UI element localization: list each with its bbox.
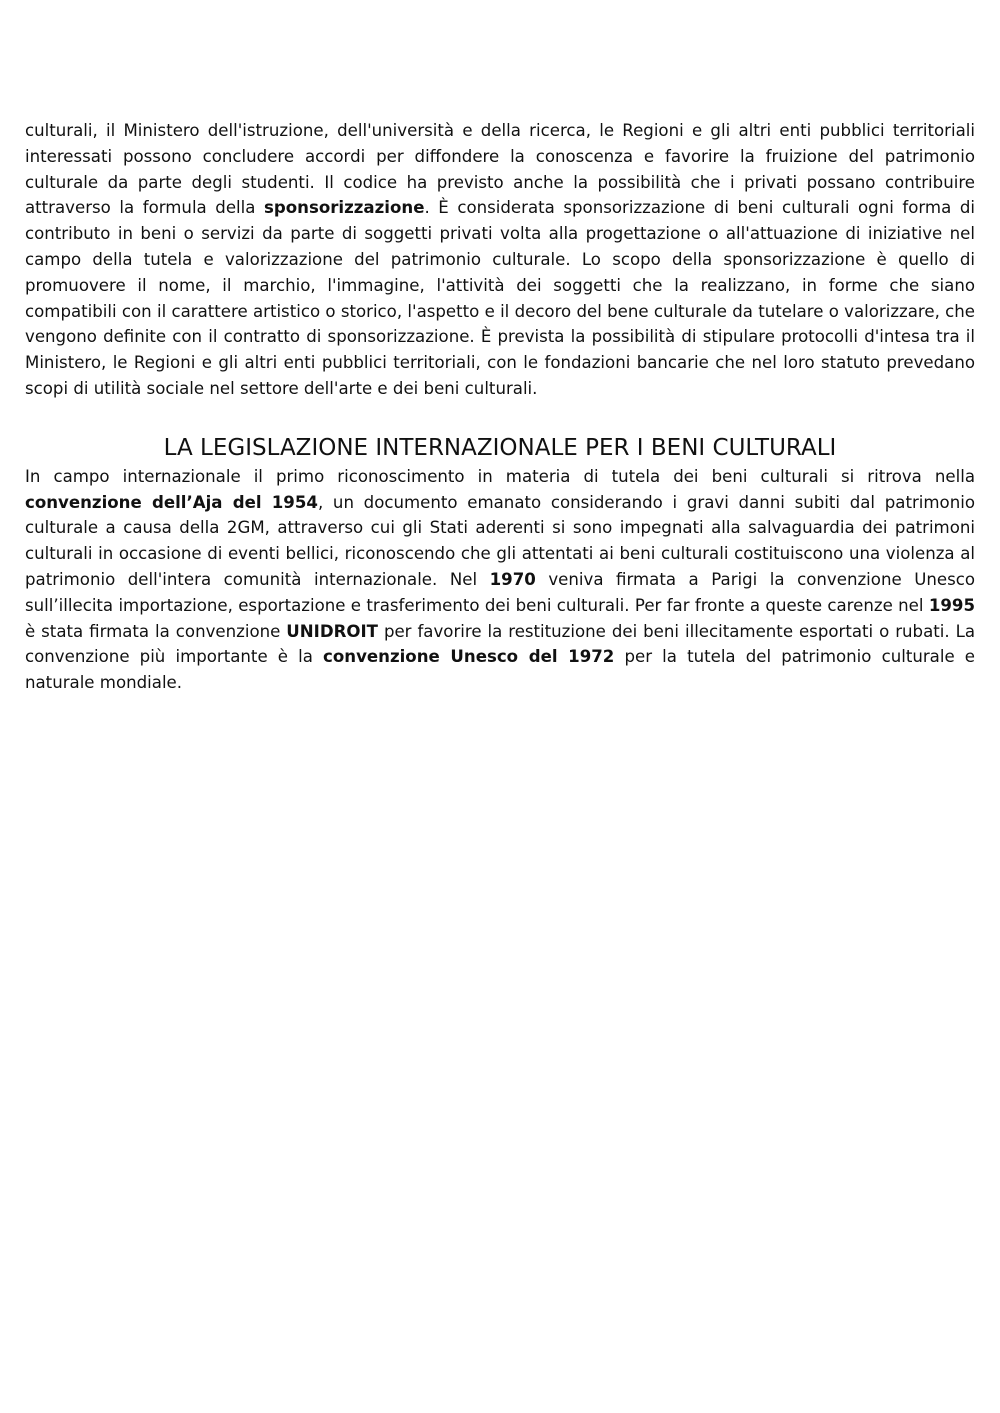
bold-year-1970: 1970: [489, 569, 536, 589]
text-run: culturali, il Ministero dell'istruzione, dell'università e della ricerca, le Regioni e gli altri enti pubblici territoriali interessati possono concludere accordi per diffondere la conoscenza e favorire la fruizione del patrimonio culturale da parte degli studenti. Il codice ha previsto anche la possibilità che i privati possano contribuire attraverso la formula della: [25, 121, 975, 218]
document-page: [25, 118, 975, 696]
section-heading: LA LEGISLAZIONE INTERNAZIONALE PER I BENI CULTURALI: [163, 434, 837, 461]
text-run: . È considerata sponsorizzazione di beni culturali ogni forma di contributo in beni o servizi da parte di soggetti privati volta alla progettazione o all'attuazione di iniziative nel campo della tutela e valorizzazione del patrimonio culturale. Lo scopo della sponsorizzazione è quello di promuovere il nome, il marchio, l'immagine, l'attività dei soggetti che la realizzano, in forme che siano compatibili con il carattere artistico o storico, l'aspetto e il decoro del bene culturale da tutelare o valorizzare, che vengono definite con il contratto di sponsorizzazione. È prevista la possibilità di stipulare protocolli d'intesa tra il Ministero, le Regioni e gli altri enti pubblici territoriali, con le fondazioni bancarie che nel loro statuto prevedano scopi di utilità sociale nel settore dell'arte e dei beni culturali.: [25, 198, 975, 398]
bold-term-unidroit: UNIDROIT: [286, 621, 378, 641]
text-run: è stata firmata la convenzione: [25, 621, 287, 641]
text-run: per favorire la restituzione dei beni illecitamente esportati o rubati. La convenzione più importante è la: [25, 621, 975, 667]
bold-term-sponsorizzazione: sponsorizzazione: [264, 198, 425, 218]
text-run: per la tutela del patrimonio culturale e naturale mondiale.: [25, 647, 975, 693]
bold-year-1995: 1995: [928, 595, 975, 615]
text-run: In campo internazionale il primo riconoscimento in materia di tutela dei beni culturali si ritrova nella: [25, 466, 975, 486]
paragraph-international-law: [25, 464, 975, 696]
paragraph-sponsorship: [25, 118, 975, 402]
bold-term-aja-1954: convenzione dell’Aja del 1954: [25, 492, 318, 512]
text-run: veniva firmata a Parigi la convenzione Unesco sull’illecita importazione, esportazione e trasferimento dei beni culturali. Per far fronte a queste carenze nel: [25, 569, 975, 615]
text-run: , un documento emanato considerando i gravi danni subiti dal patrimonio culturale a causa della 2GM, attraverso cui gli Stati aderenti si sono impegnati alla salvaguardia dei patrimoni culturali in occasione di eventi bellici, riconoscendo che gli attentati ai beni culturali costituiscono una violenza al patrimonio dell'intera comunità internazionale. Nel: [25, 492, 975, 589]
bold-term-unesco-1972: convenzione Unesco del 1972: [323, 647, 615, 667]
